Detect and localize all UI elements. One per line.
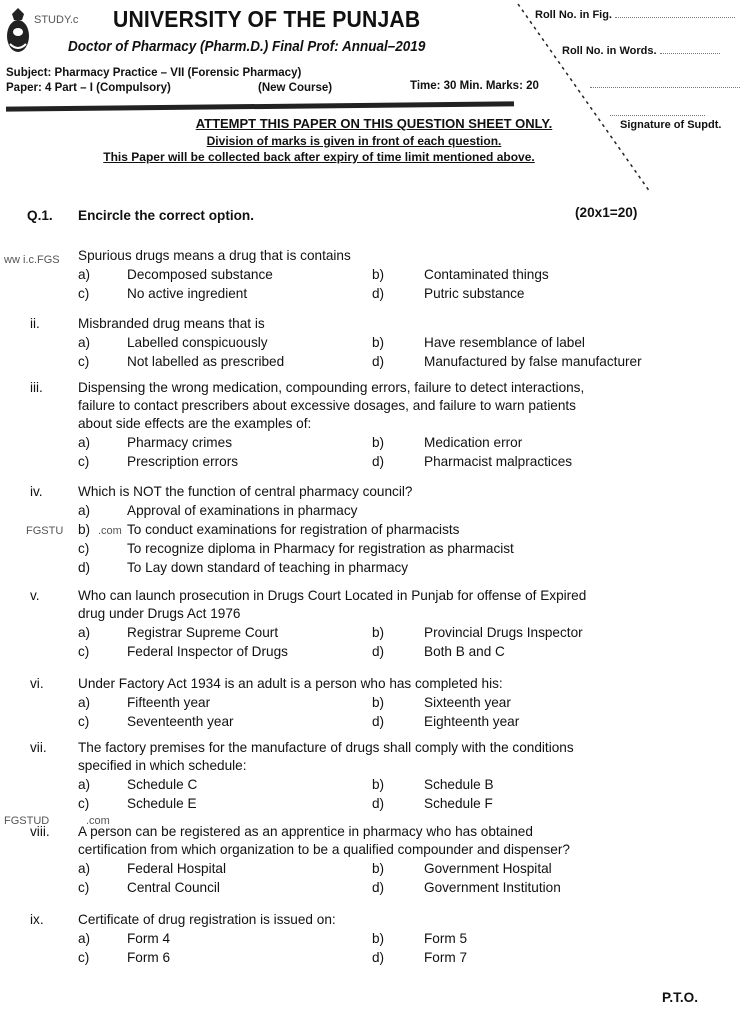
- option-text[interactable]: No active ingredient: [127, 286, 248, 301]
- option-text[interactable]: Labelled conspicuously: [127, 335, 268, 350]
- option-text[interactable]: Seventeenth year: [127, 714, 234, 729]
- option-text[interactable]: Contaminated things: [424, 267, 549, 282]
- watermark-text: STUDY.c: [34, 14, 79, 26]
- option-letter: c): [78, 286, 90, 301]
- option-letter: a): [78, 777, 91, 792]
- instruction-1: ATTEMPT THIS PAPER ON THIS QUESTION SHEET ONLY.: [195, 116, 553, 131]
- option-text[interactable]: Sixteenth year: [424, 695, 511, 710]
- question-label: Q.1.: [27, 208, 53, 223]
- question-number: ix.: [30, 912, 44, 927]
- question-text: about side effects are the examples of:: [78, 416, 312, 431]
- option-letter: b): [372, 625, 385, 640]
- question-text: The factory premises for the manufacture of drugs shall comply with the conditions: [78, 740, 574, 755]
- question-text: Certificate of drug registration is issued on:: [78, 912, 336, 927]
- question-text: Misbranded drug means that is: [78, 316, 265, 331]
- question-number: viii.: [30, 824, 50, 839]
- option-text[interactable]: To conduct examinations for registration of pharmacists: [127, 522, 460, 537]
- option-letter: b): [372, 861, 385, 876]
- option-letter: d): [372, 796, 385, 811]
- option-letter: d): [372, 880, 385, 895]
- option-text[interactable]: Pharmacist malpractices: [424, 454, 573, 469]
- question-text: Who can launch prosecution in Drugs Court Located in Punjab for offense of Expired: [78, 588, 587, 603]
- option-letter: b): [372, 267, 385, 282]
- question-text: Which is NOT the function of central pharmacy council?: [78, 484, 413, 499]
- option-letter: d): [372, 950, 385, 965]
- option-text[interactable]: Form 5: [424, 931, 468, 946]
- option-letter: c): [78, 354, 90, 369]
- option-text[interactable]: Central Council: [127, 880, 220, 895]
- question-marks: (20x1=20): [575, 205, 638, 220]
- option-letter: a): [78, 931, 91, 946]
- cut-line: [500, 0, 660, 200]
- question-number: ii.: [30, 316, 40, 331]
- option-letter: a): [78, 335, 91, 350]
- option-text[interactable]: Form 7: [424, 950, 468, 965]
- option-letter: b): [372, 931, 385, 946]
- option-letter: d): [372, 354, 385, 369]
- option-text[interactable]: Form 4: [127, 931, 171, 946]
- option-letter: a): [78, 435, 91, 450]
- option-text[interactable]: Have resemblance of label: [424, 335, 585, 350]
- roll-no-words-line[interactable]: [590, 75, 740, 93]
- option-text[interactable]: Schedule B: [424, 777, 494, 792]
- option-text[interactable]: Registrar Supreme Court: [127, 625, 279, 640]
- question-text: drug under Drugs Act 1976: [78, 606, 241, 621]
- option-letter: b): [372, 435, 385, 450]
- question-number: iv.: [30, 484, 43, 499]
- option-text[interactable]: Schedule F: [424, 796, 493, 811]
- paper-line: Paper: 4 Part – I (Compulsory): [6, 82, 171, 94]
- watermark-text: .com: [98, 525, 122, 537]
- option-text[interactable]: Federal Inspector of Drugs: [127, 644, 288, 659]
- program-title: Doctor of Pharmacy (Pharm.D.) Final Prof: Annual–2019: [68, 38, 426, 55]
- option-letter: c): [78, 880, 90, 895]
- option-letter: b): [372, 335, 385, 350]
- option-letter: d): [372, 454, 385, 469]
- option-text[interactable]: Putric substance: [424, 286, 525, 301]
- option-letter: c): [78, 644, 90, 659]
- question-text: Under Factory Act 1934 is an adult is a person who has completed his:: [78, 676, 503, 691]
- question-text: Dispensing the wrong medication, compounding errors, failure to detect interactions,: [78, 380, 585, 395]
- option-text[interactable]: Prescription errors: [127, 454, 239, 469]
- option-text[interactable]: Both B and C: [424, 644, 505, 659]
- question-number: iii.: [30, 380, 43, 395]
- university-title: UNIVERSITY OF THE PUNJAB: [113, 6, 421, 32]
- option-text[interactable]: Fifteenth year: [127, 695, 211, 710]
- option-text[interactable]: Approval of examinations in pharmacy: [127, 503, 358, 518]
- question-text: Spurious drugs means a drug that is contains: [78, 248, 351, 263]
- option-text[interactable]: Schedule C: [127, 777, 198, 792]
- option-letter: c): [78, 796, 90, 811]
- question-text: Encircle the correct option.: [78, 208, 255, 223]
- time-marks: Time: 30 Min. Marks: 20: [410, 80, 539, 92]
- question-number: vii.: [30, 740, 47, 755]
- option-letter: c): [78, 541, 90, 556]
- option-letter: b): [372, 777, 385, 792]
- option-letter: a): [78, 267, 91, 282]
- question-number: v.: [30, 588, 40, 603]
- option-text[interactable]: Form 6: [127, 950, 171, 965]
- option-text[interactable]: To Lay down standard of teaching in pharmacy: [127, 560, 409, 575]
- option-letter: a): [78, 695, 91, 710]
- option-text[interactable]: Schedule E: [127, 796, 197, 811]
- option-text[interactable]: Government Institution: [424, 880, 561, 895]
- university-crest-icon: [4, 6, 32, 56]
- option-text[interactable]: Not labelled as prescribed: [127, 354, 285, 369]
- option-text[interactable]: Provincial Drugs Inspector: [424, 625, 583, 640]
- question-text: specified in which schedule:: [78, 758, 247, 773]
- option-letter: d): [372, 644, 385, 659]
- option-text[interactable]: Manufactured by false manufacturer: [424, 354, 642, 369]
- question-text: certification from which organization to be a qualified compounder and dispenser?: [78, 842, 570, 857]
- option-text[interactable]: Decomposed substance: [127, 267, 273, 282]
- option-text[interactable]: Government Hospital: [424, 861, 552, 876]
- option-letter: d): [372, 714, 385, 729]
- option-text[interactable]: Pharmacy crimes: [127, 435, 232, 450]
- option-text[interactable]: Eighteenth year: [424, 714, 520, 729]
- watermark-text: .com: [86, 815, 110, 827]
- signature-label: Signature of Supdt.: [620, 119, 722, 131]
- option-text[interactable]: Medication error: [424, 435, 523, 450]
- roll-no-fig-field[interactable]: [535, 8, 735, 21]
- option-letter: b): [78, 522, 91, 537]
- watermark-text: FGSTU: [26, 525, 64, 537]
- header-divider: [6, 101, 514, 111]
- option-letter: c): [78, 950, 90, 965]
- option-letter: c): [78, 714, 90, 729]
- roll-no-words-label: Roll No. in Words.: [562, 45, 657, 57]
- watermark-text: FGSTUD: [4, 815, 50, 827]
- instruction-2: Division of marks is given in front of each question.: [206, 134, 502, 148]
- course-line: (New Course): [258, 82, 333, 94]
- option-letter: d): [372, 286, 385, 301]
- option-letter: b): [372, 695, 385, 710]
- option-letter: a): [78, 861, 91, 876]
- option-text[interactable]: To recognize diploma in Pharmacy for registration as pharmacist: [127, 541, 514, 556]
- instruction-3: This Paper will be collected back after expiry of time limit mentioned above.: [103, 150, 535, 164]
- option-letter: c): [78, 454, 90, 469]
- roll-no-words-field[interactable]: [562, 44, 720, 57]
- subject-line: Subject: Pharmacy Practice – VII (Forensic Pharmacy): [6, 67, 302, 79]
- question-number: vi.: [30, 676, 44, 691]
- option-text[interactable]: Federal Hospital: [127, 861, 226, 876]
- option-letter: a): [78, 503, 91, 518]
- option-letter: a): [78, 625, 91, 640]
- roll-no-fig-label: Roll No. in Fig.: [535, 9, 612, 21]
- question-text: failure to contact prescribers about excessive dosages, and failure to warn patients: [78, 398, 576, 413]
- pto-label: P.T.O.: [662, 990, 699, 1005]
- watermark-text: ww i.c.FGS: [4, 254, 60, 266]
- option-letter: d): [78, 560, 91, 575]
- question-text: A person can be registered as an apprentice in pharmacy who has obtained: [78, 824, 533, 839]
